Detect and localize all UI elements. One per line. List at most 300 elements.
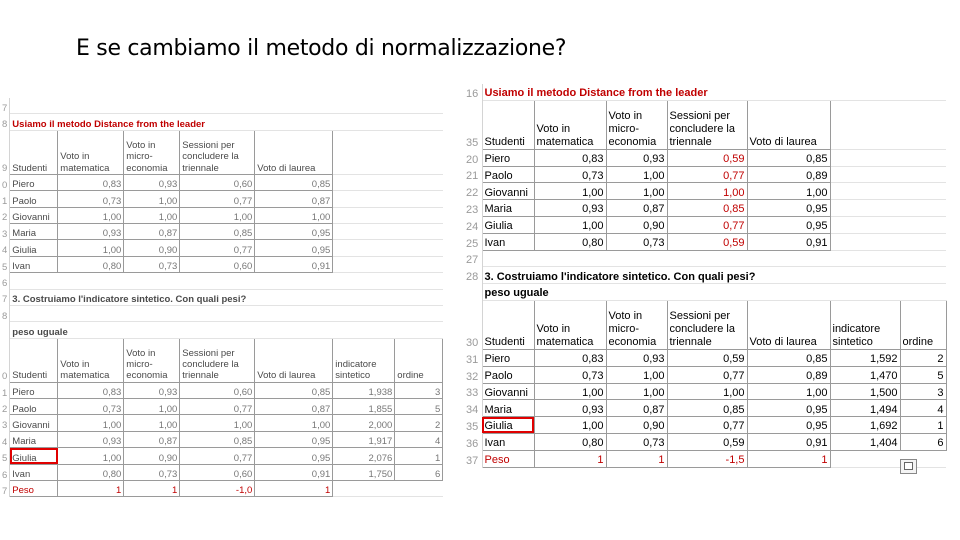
- empty-cell[interactable]: [900, 149, 946, 166]
- value-cell[interactable]: 1,00: [606, 383, 667, 400]
- column-header[interactable]: Voto di laurea: [747, 100, 830, 149]
- weight-value[interactable]: 1: [747, 450, 830, 467]
- table-row: [0, 240, 443, 256]
- value-cell[interactable]: 0,85: [180, 431, 255, 447]
- student-name[interactable]: Giulia: [10, 240, 58, 256]
- empty-cell[interactable]: [58, 98, 124, 114]
- value-cell[interactable]: 0,87: [606, 400, 667, 417]
- value-cell[interactable]: 1,00: [124, 191, 180, 207]
- empty-cell[interactable]: [255, 322, 333, 338]
- value-cell[interactable]: 1,00: [180, 207, 255, 223]
- empty-cell[interactable]: [255, 273, 333, 289]
- value-cell[interactable]: 1,00: [255, 207, 333, 223]
- empty-cell[interactable]: [395, 305, 443, 321]
- empty-cell[interactable]: [900, 250, 946, 267]
- value-cell[interactable]: 4: [900, 400, 946, 417]
- value-cell[interactable]: 0,83: [534, 349, 606, 366]
- value-cell[interactable]: 5: [900, 366, 946, 383]
- column-header[interactable]: indicatore sintetico: [830, 300, 900, 349]
- value-cell[interactable]: 0,73: [124, 464, 180, 480]
- value-cell[interactable]: 0,93: [58, 431, 124, 447]
- value-cell[interactable]: 0,91: [255, 464, 333, 480]
- value-cell[interactable]: 1,00: [606, 183, 667, 200]
- value-cell[interactable]: 0,80: [58, 464, 124, 480]
- value-cell[interactable]: 0,87: [255, 399, 333, 415]
- value-cell[interactable]: 0,85: [255, 174, 333, 190]
- empty-cell[interactable]: [333, 240, 395, 256]
- value-cell[interactable]: 1,00: [124, 207, 180, 223]
- value-cell[interactable]: 0,73: [534, 166, 606, 183]
- column-header[interactable]: Voto in matematica: [534, 100, 606, 149]
- empty-cell[interactable]: [255, 98, 333, 114]
- value-cell[interactable]: 1,00: [606, 166, 667, 183]
- value-cell[interactable]: 2: [395, 415, 443, 431]
- empty-cell[interactable]: [124, 273, 180, 289]
- value-cell[interactable]: 0,77: [180, 448, 255, 464]
- value-cell[interactable]: 1,00: [667, 383, 747, 400]
- table-row: [464, 366, 946, 383]
- slide-title: E se cambiamo il metodo di normalizzazione?: [76, 36, 567, 61]
- value-cell[interactable]: 1,00: [534, 216, 606, 233]
- empty-cell[interactable]: [395, 322, 443, 338]
- empty-cell[interactable]: [10, 98, 58, 114]
- empty-cell[interactable]: [333, 273, 395, 289]
- value-cell[interactable]: 0,93: [124, 382, 180, 398]
- student-name[interactable]: Ivan: [10, 464, 58, 480]
- value-cell[interactable]: 0,85: [667, 400, 747, 417]
- value-cell[interactable]: 1,500: [830, 383, 900, 400]
- empty-cell[interactable]: [180, 305, 255, 321]
- empty-cell[interactable]: [534, 250, 606, 267]
- table-row: [0, 191, 443, 207]
- student-name[interactable]: Giovanni: [482, 383, 534, 400]
- column-header[interactable]: Voto in micro-economia: [606, 300, 667, 349]
- empty-cell[interactable]: [900, 166, 946, 183]
- empty-cell[interactable]: [900, 284, 946, 301]
- empty-cell[interactable]: [10, 273, 58, 289]
- weight-value[interactable]: 1: [124, 481, 180, 497]
- table-row: [0, 399, 443, 415]
- student-name[interactable]: Ivan: [482, 433, 534, 450]
- student-name[interactable]: Piero: [10, 174, 58, 190]
- value-cell[interactable]: 0,90: [124, 240, 180, 256]
- value-cell[interactable]: 2: [900, 349, 946, 366]
- value-cell[interactable]: 0,87: [124, 223, 180, 239]
- value-cell[interactable]: 1,917: [333, 431, 395, 447]
- student-name[interactable]: Paolo: [10, 399, 58, 415]
- value-cell[interactable]: 0,93: [606, 349, 667, 366]
- empty-cell[interactable]: [900, 84, 946, 100]
- empty-cell[interactable]: [180, 98, 255, 114]
- sheet-row: [464, 284, 946, 301]
- empty-cell[interactable]: [395, 223, 443, 239]
- value-cell[interactable]: 0,60: [180, 174, 255, 190]
- value-cell[interactable]: 1,750: [333, 464, 395, 480]
- weights-label[interactable]: peso uguale: [482, 284, 606, 301]
- value-cell[interactable]: 0,80: [58, 256, 124, 272]
- empty-cell[interactable]: [395, 98, 443, 114]
- value-cell[interactable]: 0,91: [747, 233, 830, 250]
- empty-cell[interactable]: [900, 183, 946, 200]
- empty-cell[interactable]: [830, 84, 900, 100]
- student-name[interactable]: Giovanni: [482, 183, 534, 200]
- value-cell[interactable]: 1,00: [534, 183, 606, 200]
- value-cell[interactable]: 0,73: [58, 191, 124, 207]
- value-cell[interactable]: 1,00: [58, 415, 124, 431]
- value-cell[interactable]: 3: [395, 382, 443, 398]
- value-cell[interactable]: 0,87: [255, 191, 333, 207]
- value-cell[interactable]: 0,93: [606, 149, 667, 166]
- sheet-row: [464, 84, 946, 100]
- empty-cell[interactable]: [255, 305, 333, 321]
- empty-cell[interactable]: [900, 267, 946, 284]
- value-cell[interactable]: 0,91: [255, 256, 333, 272]
- row-number: 4: [0, 240, 10, 256]
- row-number: 23: [464, 200, 482, 217]
- student-name[interactable]: Giulia: [482, 216, 534, 233]
- empty-cell[interactable]: [830, 284, 900, 301]
- value-cell[interactable]: 1: [395, 448, 443, 464]
- empty-cell[interactable]: [667, 284, 747, 301]
- empty-cell[interactable]: [900, 100, 946, 149]
- value-cell[interactable]: 1,00: [667, 183, 747, 200]
- empty-cell[interactable]: [395, 130, 443, 174]
- empty-cell[interactable]: [830, 250, 900, 267]
- value-cell[interactable]: 1,00: [747, 383, 830, 400]
- empty-cell[interactable]: [900, 233, 946, 250]
- student-name[interactable]: Maria: [482, 200, 534, 217]
- row-number: 7: [0, 289, 10, 305]
- value-cell[interactable]: 0,60: [180, 256, 255, 272]
- value-cell[interactable]: 0,93: [58, 223, 124, 239]
- row-number: 35: [464, 417, 482, 434]
- student-name[interactable]: Piero: [482, 149, 534, 166]
- student-name[interactable]: Giovanni: [10, 415, 58, 431]
- value-cell[interactable]: 0,93: [534, 400, 606, 417]
- value-cell[interactable]: 0,59: [667, 349, 747, 366]
- row-number: 5: [0, 256, 10, 272]
- empty-cell[interactable]: [395, 191, 443, 207]
- value-cell[interactable]: 1,00: [58, 240, 124, 256]
- value-cell[interactable]: 0,77: [667, 166, 747, 183]
- empty-cell[interactable]: [333, 207, 395, 223]
- sheet-row: [464, 250, 946, 267]
- value-cell[interactable]: 0,77: [180, 191, 255, 207]
- value-cell[interactable]: 0,87: [606, 200, 667, 217]
- value-cell[interactable]: 1,00: [58, 448, 124, 464]
- column-header[interactable]: Voto in micro-economia: [606, 100, 667, 149]
- empty-cell[interactable]: [830, 450, 900, 467]
- column-header[interactable]: ordine: [395, 338, 443, 382]
- empty-cell[interactable]: [124, 98, 180, 114]
- value-cell[interactable]: 0,95: [255, 240, 333, 256]
- column-header[interactable]: Studenti: [10, 338, 58, 382]
- student-name[interactable]: Paolo: [10, 191, 58, 207]
- empty-cell[interactable]: [333, 305, 395, 321]
- sheet-row: [0, 305, 443, 321]
- student-name[interactable]: Giovanni: [10, 207, 58, 223]
- weights-row: [0, 481, 443, 497]
- weight-value[interactable]: 1: [255, 481, 333, 497]
- value-cell[interactable]: 0,85: [667, 200, 747, 217]
- student-name[interactable]: Ivan: [10, 256, 58, 272]
- column-header[interactable]: Studenti: [10, 130, 58, 174]
- highlighted-student[interactable]: Giulia: [482, 417, 534, 434]
- value-cell[interactable]: 0,60: [180, 464, 255, 480]
- student-name[interactable]: Maria: [482, 400, 534, 417]
- weights-row-label[interactable]: Peso: [482, 450, 534, 467]
- row-number: 7: [0, 481, 10, 497]
- value-cell[interactable]: 0,91: [747, 433, 830, 450]
- row-number: 1: [0, 191, 10, 207]
- weight-value[interactable]: -1,5: [667, 450, 747, 467]
- empty-cell[interactable]: [124, 305, 180, 321]
- empty-cell[interactable]: [830, 183, 900, 200]
- value-cell[interactable]: 1,00: [124, 415, 180, 431]
- value-cell[interactable]: 0,59: [667, 233, 747, 250]
- student-name[interactable]: Piero: [10, 382, 58, 398]
- row-number: 22: [464, 183, 482, 200]
- value-cell[interactable]: 1,938: [333, 382, 395, 398]
- empty-cell[interactable]: [58, 273, 124, 289]
- row-number: 30: [464, 300, 482, 349]
- empty-cell[interactable]: [395, 240, 443, 256]
- empty-cell[interactable]: [395, 481, 443, 497]
- value-cell[interactable]: 1,592: [830, 349, 900, 366]
- table-title[interactable]: Usiamo il metodo Distance from the leader: [482, 84, 830, 100]
- table-row: [464, 400, 946, 417]
- value-cell[interactable]: 1: [900, 417, 946, 434]
- value-cell[interactable]: 0,89: [747, 166, 830, 183]
- column-header[interactable]: Voto in micro-economia: [124, 338, 180, 382]
- value-cell[interactable]: 0,90: [606, 216, 667, 233]
- student-name[interactable]: Maria: [10, 223, 58, 239]
- student-name[interactable]: Ivan: [482, 233, 534, 250]
- value-cell[interactable]: 0,95: [747, 417, 830, 434]
- weight-value[interactable]: -1,0: [180, 481, 255, 497]
- empty-cell[interactable]: [333, 256, 395, 272]
- value-cell[interactable]: 6: [395, 464, 443, 480]
- value-cell[interactable]: 1,00: [255, 415, 333, 431]
- value-cell[interactable]: 0,73: [124, 256, 180, 272]
- empty-cell[interactable]: [830, 149, 900, 166]
- section-heading[interactable]: 3. Costruiamo l'indicatore sintetico. Con quali pesi?: [10, 289, 395, 305]
- value-cell[interactable]: 0,77: [180, 399, 255, 415]
- value-cell[interactable]: 1,470: [830, 366, 900, 383]
- value-cell[interactable]: 0,73: [606, 433, 667, 450]
- empty-cell[interactable]: [395, 174, 443, 190]
- value-cell[interactable]: 2,076: [333, 448, 395, 464]
- empty-cell[interactable]: [830, 233, 900, 250]
- value-cell[interactable]: 0,60: [180, 382, 255, 398]
- empty-cell[interactable]: [395, 273, 443, 289]
- value-cell[interactable]: 0,93: [534, 200, 606, 217]
- empty-cell[interactable]: [747, 284, 830, 301]
- weight-value[interactable]: 1: [534, 450, 606, 467]
- empty-cell[interactable]: [180, 322, 255, 338]
- column-header[interactable]: Studenti: [482, 100, 534, 149]
- value-cell[interactable]: 4: [395, 431, 443, 447]
- empty-cell[interactable]: [124, 322, 180, 338]
- value-cell[interactable]: 1,692: [830, 417, 900, 434]
- empty-cell[interactable]: [667, 250, 747, 267]
- student-name[interactable]: Paolo: [482, 166, 534, 183]
- value-cell[interactable]: 1,00: [534, 417, 606, 434]
- value-cell[interactable]: 0,85: [180, 223, 255, 239]
- value-cell[interactable]: 0,85: [255, 382, 333, 398]
- value-cell[interactable]: 0,95: [747, 200, 830, 217]
- highlighted-student[interactable]: Giulia: [10, 448, 58, 464]
- table-row: [464, 166, 946, 183]
- empty-cell[interactable]: [830, 216, 900, 233]
- empty-cell[interactable]: [333, 322, 395, 338]
- empty-cell[interactable]: [830, 200, 900, 217]
- value-cell[interactable]: 0,89: [747, 366, 830, 383]
- empty-cell[interactable]: [333, 130, 395, 174]
- column-header[interactable]: Voto di laurea: [255, 130, 333, 174]
- empty-cell[interactable]: [482, 250, 534, 267]
- value-cell[interactable]: 0,95: [255, 431, 333, 447]
- column-header[interactable]: Voto di laurea: [255, 338, 333, 382]
- empty-cell[interactable]: [333, 114, 395, 130]
- row-number: 6: [0, 464, 10, 480]
- row-number: [0, 322, 10, 338]
- row-number: 5: [0, 448, 10, 464]
- value-cell[interactable]: 0,77: [667, 216, 747, 233]
- column-header[interactable]: Sessioni per concludere la triennale: [667, 300, 747, 349]
- student-name[interactable]: Paolo: [482, 366, 534, 383]
- value-cell[interactable]: 1,404: [830, 433, 900, 450]
- value-cell[interactable]: 0,59: [667, 149, 747, 166]
- value-cell[interactable]: 0,73: [58, 399, 124, 415]
- value-cell[interactable]: 1,00: [58, 207, 124, 223]
- student-name[interactable]: Maria: [10, 431, 58, 447]
- paste-options-icon[interactable]: [900, 459, 917, 474]
- column-header[interactable]: Voto in matematica: [58, 338, 124, 382]
- value-cell[interactable]: 0,77: [667, 366, 747, 383]
- column-header[interactable]: Voto in matematica: [534, 300, 606, 349]
- weight-value[interactable]: 1: [606, 450, 667, 467]
- section-heading[interactable]: 3. Costruiamo l'indicatore sintetico. Con quali pesi?: [482, 267, 900, 284]
- value-cell[interactable]: 0,93: [124, 174, 180, 190]
- empty-cell[interactable]: [180, 273, 255, 289]
- value-cell[interactable]: 0,95: [255, 448, 333, 464]
- value-cell[interactable]: 0,59: [667, 433, 747, 450]
- table-row: [464, 349, 946, 366]
- value-cell[interactable]: 1,00: [124, 399, 180, 415]
- empty-cell[interactable]: [333, 481, 395, 497]
- empty-cell[interactable]: [333, 191, 395, 207]
- table-row: [464, 183, 946, 200]
- value-cell[interactable]: 2,000: [333, 415, 395, 431]
- value-cell[interactable]: 6: [900, 433, 946, 450]
- student-name[interactable]: Piero: [482, 349, 534, 366]
- row-number: 21: [464, 166, 482, 183]
- value-cell[interactable]: 3: [900, 383, 946, 400]
- value-cell[interactable]: 0,80: [534, 433, 606, 450]
- row-number: 2: [0, 207, 10, 223]
- empty-cell[interactable]: [606, 250, 667, 267]
- empty-cell[interactable]: [900, 216, 946, 233]
- value-cell[interactable]: 1,494: [830, 400, 900, 417]
- column-header[interactable]: Voto di laurea: [747, 300, 830, 349]
- value-cell[interactable]: 0,73: [606, 233, 667, 250]
- empty-cell[interactable]: [395, 256, 443, 272]
- value-cell[interactable]: 0,87: [124, 431, 180, 447]
- column-header[interactable]: indicatore sintetico: [333, 338, 395, 382]
- weights-label[interactable]: peso uguale: [10, 322, 124, 338]
- value-cell[interactable]: 0,73: [534, 366, 606, 383]
- empty-cell[interactable]: [333, 223, 395, 239]
- value-cell[interactable]: 0,83: [534, 149, 606, 166]
- row-number: 3: [0, 223, 10, 239]
- value-cell[interactable]: 0,77: [180, 240, 255, 256]
- empty-cell[interactable]: [606, 284, 667, 301]
- empty-cell[interactable]: [10, 305, 58, 321]
- table-row: [464, 417, 946, 434]
- column-header[interactable]: ordine: [900, 300, 946, 349]
- value-cell[interactable]: 0,90: [606, 417, 667, 434]
- value-cell[interactable]: 0,83: [58, 174, 124, 190]
- column-header[interactable]: Sessioni per concludere la triennale: [667, 100, 747, 149]
- value-cell[interactable]: 0,83: [58, 382, 124, 398]
- empty-cell[interactable]: [395, 289, 443, 305]
- empty-cell[interactable]: [747, 250, 830, 267]
- empty-cell[interactable]: [900, 200, 946, 217]
- column-header[interactable]: Sessioni per concludere la triennale: [180, 338, 255, 382]
- column-header[interactable]: Voto in micro-economia: [124, 130, 180, 174]
- value-cell[interactable]: 1,00: [606, 366, 667, 383]
- table-title[interactable]: Usiamo il metodo Distance from the leader: [10, 114, 333, 130]
- row-number: [464, 284, 482, 301]
- value-cell[interactable]: 5: [395, 399, 443, 415]
- table-row: [464, 433, 946, 450]
- table-header-row: [464, 300, 946, 349]
- empty-cell[interactable]: [830, 166, 900, 183]
- table-header-row: [0, 338, 443, 382]
- empty-cell[interactable]: [58, 305, 124, 321]
- empty-cell[interactable]: [395, 114, 443, 130]
- value-cell[interactable]: 0,80: [534, 233, 606, 250]
- row-number: 8: [0, 305, 10, 321]
- empty-cell[interactable]: [395, 207, 443, 223]
- empty-cell[interactable]: [333, 98, 395, 114]
- value-cell[interactable]: 1,00: [180, 415, 255, 431]
- value-cell[interactable]: 0,95: [255, 223, 333, 239]
- empty-cell[interactable]: [333, 174, 395, 190]
- value-cell[interactable]: 0,85: [747, 149, 830, 166]
- value-cell[interactable]: 1,00: [534, 383, 606, 400]
- value-cell[interactable]: 0,95: [747, 400, 830, 417]
- value-cell[interactable]: 0,77: [667, 417, 747, 434]
- value-cell[interactable]: 0,95: [747, 216, 830, 233]
- spreadsheet-left: [0, 98, 446, 497]
- value-cell[interactable]: 1,855: [333, 399, 395, 415]
- weights-row-label[interactable]: Peso: [10, 481, 58, 497]
- column-header[interactable]: Voto in matematica: [58, 130, 124, 174]
- table-row: [464, 216, 946, 233]
- value-cell[interactable]: 1,00: [747, 183, 830, 200]
- table-row: [0, 415, 443, 431]
- column-header[interactable]: Sessioni per concludere la triennale: [180, 130, 255, 174]
- empty-cell[interactable]: [830, 100, 900, 149]
- row-number: 24: [464, 216, 482, 233]
- weight-value[interactable]: 1: [58, 481, 124, 497]
- value-cell[interactable]: 0,85: [747, 349, 830, 366]
- value-cell[interactable]: 0,90: [124, 448, 180, 464]
- spreadsheet-right: [464, 84, 960, 476]
- column-header[interactable]: Studenti: [482, 300, 534, 349]
